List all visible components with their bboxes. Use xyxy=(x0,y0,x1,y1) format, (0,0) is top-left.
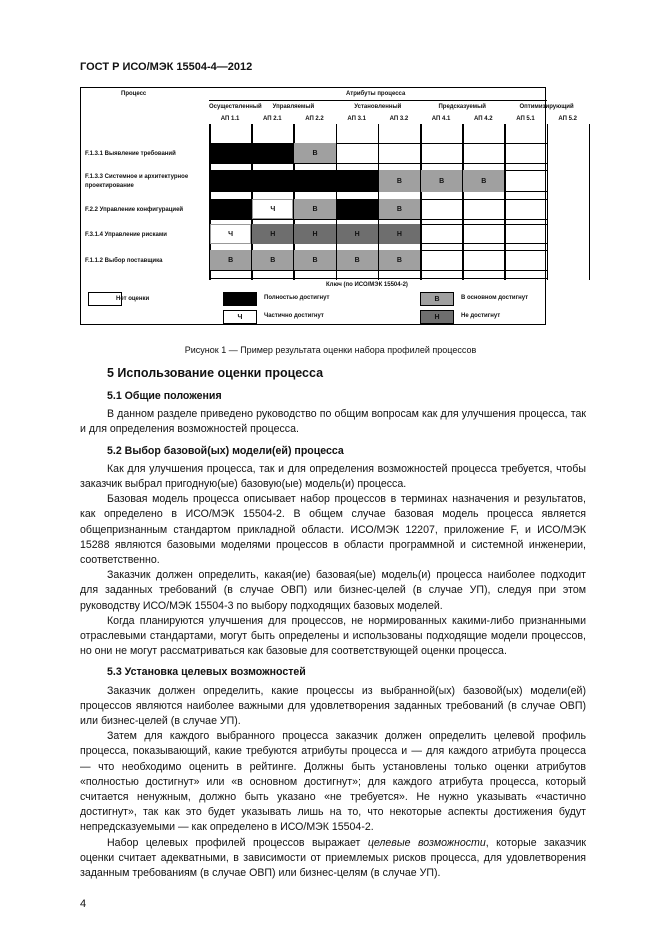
paragraph: Затем для каждого выбранного процесса заказчик должен определить целевой профиль процесса, показывающий, какие требуются атрибуты процесса и — для каждого атрибута процесса — что необходимо оценить в рейтинге. Должны быть установлены только оценки атрибутов «полностью достигнут» или «в основном достигнут»; для каждого атрибута процесса, который считается ненужным, должно быть указано «не требуется». Не нужно указывать «частично достигнут», так как это будет указывать лишь на то, что некоторые аспекты достижения будут непредсказуемыми — как определено в ИСО/МЭК 15504-2. xyxy=(80,730,586,834)
section-heading: 5 Использование оценки процесса xyxy=(107,366,324,380)
paragraph: Базовая модель процесса описывает набор процессов в терминах назначения и результатов, как определено в ИСО/МЭК 15504-2. В общем случае базовая модель процесса является общепризнанным стандартом прикладной области. ИСО/МЭК 12207, приложение F, и ИСО/МЭК 15288 являются базовыми моделями процессов в области программной и системной инженерии, соответственно. xyxy=(80,493,586,567)
rating-cell: Ч xyxy=(210,224,251,244)
rating-cell xyxy=(210,143,251,163)
rating-cell xyxy=(210,199,251,219)
rating-cell: Н xyxy=(379,224,420,244)
grid-line xyxy=(209,163,547,164)
header-rule xyxy=(209,100,547,101)
rating-cell: Н xyxy=(294,224,335,244)
attribute-label: АП 4.1 xyxy=(431,116,451,122)
rating-cell: В xyxy=(294,143,335,163)
legend-label: Полностью достигнут xyxy=(264,295,330,301)
process-name: F.1.3.1 Выявление требований xyxy=(85,151,176,157)
text: Набор целевых профилей процессов выражает xyxy=(107,836,368,849)
level-label: Предсказуемый xyxy=(438,104,486,110)
rating-cell: Н xyxy=(252,224,293,244)
attribute-label: АП 3.1 xyxy=(347,116,366,122)
grid-line xyxy=(209,219,547,220)
rating-cell: Ч xyxy=(252,199,293,219)
attribute-label: АП 2.2 xyxy=(305,116,324,122)
attribute-label: АП 5.1 xyxy=(516,116,535,122)
rating-cell: В xyxy=(379,170,420,192)
subsection-heading: 5.1 Общие положения xyxy=(107,390,222,402)
subsection-heading: 5.3 Установка целевых возможностей xyxy=(107,666,306,679)
process-header: Процесс xyxy=(121,91,147,97)
rating-cell xyxy=(252,143,293,163)
rating-cell: В xyxy=(421,170,462,192)
grid-line xyxy=(209,278,547,279)
rating-cell: В xyxy=(379,199,420,219)
subsection-heading: 5.2 Выбор базовой(ых) модели(ей) процесса xyxy=(107,444,344,457)
rating-cell: В xyxy=(252,250,293,270)
paragraph: Заказчик должен определить, какие процессы из выбранной(ых) базовой(ых) модели(ей) процессов являются наиболее важными для удовлетворения заданных требований (в случае ОВП) или бизнес-целей (в случае УП). xyxy=(80,684,586,728)
grid-line xyxy=(209,270,547,271)
level-label: Осуществленный xyxy=(209,104,262,110)
legend-swatch-partial: Ч xyxy=(223,310,257,324)
body-text xyxy=(80,366,586,913)
legend-swatch-largely: В xyxy=(420,292,454,306)
legend-label: В основном достигнут xyxy=(461,295,529,301)
attribute-label: АП 4.2 xyxy=(473,116,493,122)
process-name: F.3.1.4 Управление рисками xyxy=(85,232,167,238)
legend-swatch-not: Н xyxy=(420,310,454,324)
attribute-label: АП 5.2 xyxy=(558,116,577,122)
paragraph: Заказчик должен определить, какая(ие) базовая(ые) модель(и) процесса наиболее подходит для заданных требований (в случае ОВП) или бизнес-целей (в случае УП), следуя при этом руководству ИСО/МЭК 15504-3 по выбору подходящих базовых моделей. xyxy=(80,569,586,612)
process-profile-figure xyxy=(80,87,577,325)
rating-cell: В xyxy=(337,250,378,270)
legend-label: Частично достигнут xyxy=(264,313,324,319)
process-name: F.1.3.3 Системное и архитектурное проектирование xyxy=(85,174,189,189)
rating-cell: В xyxy=(463,170,504,192)
level-label: Управляемый xyxy=(272,104,315,110)
paragraph: Когда планируются улучшения для процессов, не нормированных какими-либо признанными отраслевыми стандартами, могут быть определены и использованы подходящие модели процессов, но они не могут рассматриваться как базовые для соответствующей оценки процесса. xyxy=(80,614,586,658)
page-number: 4 xyxy=(80,898,87,911)
rating-cell xyxy=(337,199,378,219)
emphasis: целевые возможности xyxy=(367,836,486,849)
legend-swatch-full xyxy=(223,292,257,306)
process-name: F.1.1.2 Выбор поставщика xyxy=(85,258,163,264)
paragraph: Как для улучшения процесса, так и для определения возможностей процесса требуется, чтобы заказчик выбрал пригодную(ые) базовую(ые) модель(и) процесса. xyxy=(80,462,586,491)
text: , которые заказчик оценки считает адекватными, в зависимости от приемлемых рисков процесса, для удовлетворения заданным требованиям (в случае ОВП) или бизнес-целям (в случае УП). xyxy=(80,836,587,880)
rating-cell: В xyxy=(294,250,335,270)
grid-line xyxy=(504,124,506,280)
grid-line xyxy=(547,124,549,280)
level-label: Оптимизирующий xyxy=(519,104,574,110)
figure-caption: Рисунок 1 — Пример результата оценки набора профилей процессов xyxy=(184,345,477,355)
attribute-label: АП 3.2 xyxy=(389,116,409,122)
attribute-label: АП 1.1 xyxy=(220,116,240,122)
level-label: Установленный xyxy=(354,104,402,110)
legend-label: Не достигнут xyxy=(461,313,501,319)
grid-line xyxy=(420,124,422,280)
document-header: ГОСТ Р ИСО/МЭК 15504-4—2012 xyxy=(80,61,253,73)
rating-cell: В xyxy=(379,250,420,270)
grid-line xyxy=(589,124,591,280)
paragraph: В данном разделе приведено руководство по общим вопросам как для улучшения процесса, так и для определения возможностей процесса. xyxy=(80,408,586,436)
attribute-label: АП 2.1 xyxy=(262,116,282,122)
rating-cell: Н xyxy=(337,224,378,244)
rating-cell: В xyxy=(294,199,335,219)
rating-cell xyxy=(294,170,335,192)
rating-cell xyxy=(252,170,293,192)
paragraph xyxy=(80,836,586,882)
attributes-header: Атрибуты процесса xyxy=(346,91,406,97)
process-name: F.2.2 Управление конфигурацией xyxy=(85,207,184,213)
rating-cell xyxy=(210,170,251,192)
grid-line xyxy=(462,124,464,280)
rating-cell: В xyxy=(210,250,251,270)
legend-label: Нет оценки xyxy=(116,296,150,302)
rating-cell xyxy=(337,170,378,192)
key-title: Ключ (по ИСО/МЭК 15504-2) xyxy=(326,282,408,288)
